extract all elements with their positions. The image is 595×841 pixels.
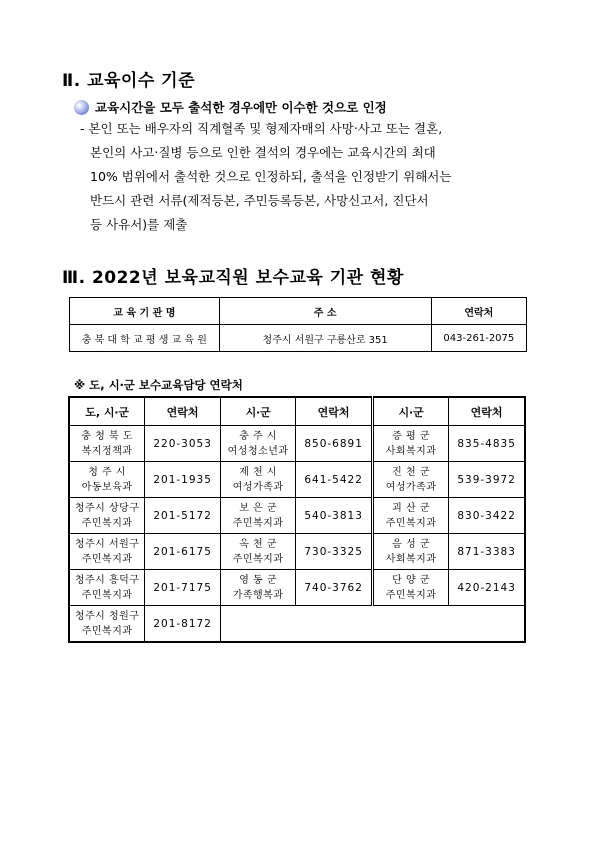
phone-cell: 201-8172 [145, 606, 221, 643]
org-cell [372, 534, 448, 570]
org-name: 보 은 군 [239, 502, 278, 514]
org-cell [220, 534, 295, 570]
header-region: 도, 시‧군 [69, 397, 145, 426]
org-cell [69, 462, 145, 498]
org-dept: 가족행복과 [232, 589, 284, 601]
org-cell [69, 498, 145, 534]
phone-cell: 871-3383 [449, 534, 525, 570]
org-name: 청주시 흥덕구 [74, 574, 140, 586]
table-row [70, 325, 527, 352]
org-name: 청주시 서원구 [74, 538, 140, 550]
org-cell [220, 426, 295, 462]
org-name: 옥 천 군 [239, 538, 278, 550]
org-cell [69, 570, 145, 606]
org-cell [372, 426, 448, 462]
org-cell [220, 498, 295, 534]
paragraph-line: - 본인 또는 배우자의 직계혈족 및 형제자매의 사망‧사고 또는 결혼, [80, 121, 443, 136]
org-name: 괴 산 군 [392, 502, 431, 514]
header-institution-name: 교 육 기 관 명 [70, 298, 220, 325]
header-phone: 연락처 [145, 397, 221, 426]
contact-title: ※ 도, 시‧군 보수교육담당 연락처 [74, 378, 243, 392]
phone-cell: 539-3972 [449, 462, 525, 498]
phone-cell: 201-5172 [145, 498, 221, 534]
org-cell [372, 462, 448, 498]
table-row [69, 570, 525, 606]
header-contact: 연락처 [431, 298, 526, 325]
org-dept: 주민복지과 [385, 517, 437, 529]
org-dept: 주민복지과 [81, 589, 133, 601]
org-cell [69, 606, 145, 643]
phone-cell: 540-3813 [296, 498, 373, 534]
table-row [69, 534, 525, 570]
phone-cell: 850-6891 [296, 426, 373, 462]
org-dept: 주민복지과 [81, 517, 133, 529]
org-dept: 여성청소년과 [227, 445, 289, 457]
org-name: 청주시 상당구 [74, 502, 140, 514]
org-name: 청주시 청원구 [74, 610, 140, 622]
phone-cell: 201-6175 [145, 534, 221, 570]
paragraph-line: 등 사유서)를 제출 [90, 217, 188, 232]
table-row [69, 426, 525, 462]
phone-cell: 201-1935 [145, 462, 221, 498]
org-dept: 주민복지과 [81, 553, 133, 565]
section-3-title: Ⅲ. 2022년 보육교직원 보수교육 기관 현황 [62, 268, 404, 288]
phone-cell: 740-3762 [296, 570, 373, 606]
org-dept: 주민복지과 [232, 553, 284, 565]
section-2-title: Ⅱ. 교육이수 기준 [62, 71, 196, 91]
paragraph-line: 본인의 사고‧질병 등으로 인한 결석의 경우에는 교육시간의 최대 [90, 145, 436, 160]
header-city: 시‧군 [220, 397, 295, 426]
table-row [69, 462, 525, 498]
org-cell [220, 570, 295, 606]
criteria-bullet-text: 교육시간을 모두 출석한 경우에만 이수한 것으로 인정 [95, 100, 387, 115]
institution-name: 충 북 대 학 교 평 생 교 육 원 [70, 325, 220, 352]
org-dept: 사회복지과 [385, 553, 437, 565]
phone-cell: 830-3422 [449, 498, 525, 534]
phone-cell: 420-2143 [449, 570, 525, 606]
org-name: 충 청 북 도 [81, 430, 133, 442]
org-cell [372, 570, 448, 606]
phone-cell: 201-7175 [145, 570, 221, 606]
header-city: 시‧군 [372, 397, 448, 426]
criteria-bullet [74, 98, 387, 116]
org-name: 단 양 군 [392, 574, 431, 586]
org-dept: 여성가족과 [385, 481, 437, 493]
contact-table [68, 396, 526, 643]
paragraph-line: 10% 범위에서 출석한 것으로 인정하되, 출석을 인정받기 위해서는 [90, 169, 452, 184]
org-dept: 주민복지과 [81, 625, 133, 637]
org-name: 청 주 시 [88, 466, 127, 478]
header-phone: 연락처 [296, 397, 373, 426]
org-dept: 주민복지과 [232, 517, 284, 529]
paragraph-line: 반드시 관련 서류(제적등본, 주민등록등본, 사망신고서, 진단서 [90, 193, 429, 208]
criteria-paragraph [80, 117, 451, 237]
institution-address: 청주시 서원구 구룡산로 351 [219, 325, 431, 352]
org-name: 제 천 시 [239, 466, 278, 478]
org-cell [220, 462, 295, 498]
org-name: 영 동 군 [239, 574, 278, 586]
phone-cell: 641-5422 [296, 462, 373, 498]
org-name: 음 성 군 [392, 538, 431, 550]
institution-table-header [70, 298, 527, 325]
phone-cell: 220-3053 [145, 426, 221, 462]
org-dept: 사회복지과 [385, 445, 437, 457]
institution-phone: 043-261-2075 [431, 325, 526, 352]
org-dept: 주민복지과 [385, 589, 437, 601]
contact-table-header [69, 397, 525, 426]
institution-table [69, 297, 527, 352]
org-dept: 아동보육과 [81, 481, 133, 493]
empty-cell [220, 606, 525, 643]
org-dept: 여성가족과 [232, 481, 284, 493]
header-address: 주 소 [219, 298, 431, 325]
bullet-circle-icon [74, 100, 89, 115]
org-cell [69, 534, 145, 570]
org-name: 진 천 군 [392, 466, 431, 478]
table-row [69, 606, 525, 643]
phone-cell: 730-3325 [296, 534, 373, 570]
table-row [69, 498, 525, 534]
org-name: 증 평 군 [392, 430, 431, 442]
header-phone: 연락처 [449, 397, 525, 426]
org-cell [69, 426, 145, 462]
org-name: 충 주 시 [239, 430, 278, 442]
org-dept: 복지정책과 [81, 445, 133, 457]
org-cell [372, 498, 448, 534]
phone-cell: 835-4835 [449, 426, 525, 462]
